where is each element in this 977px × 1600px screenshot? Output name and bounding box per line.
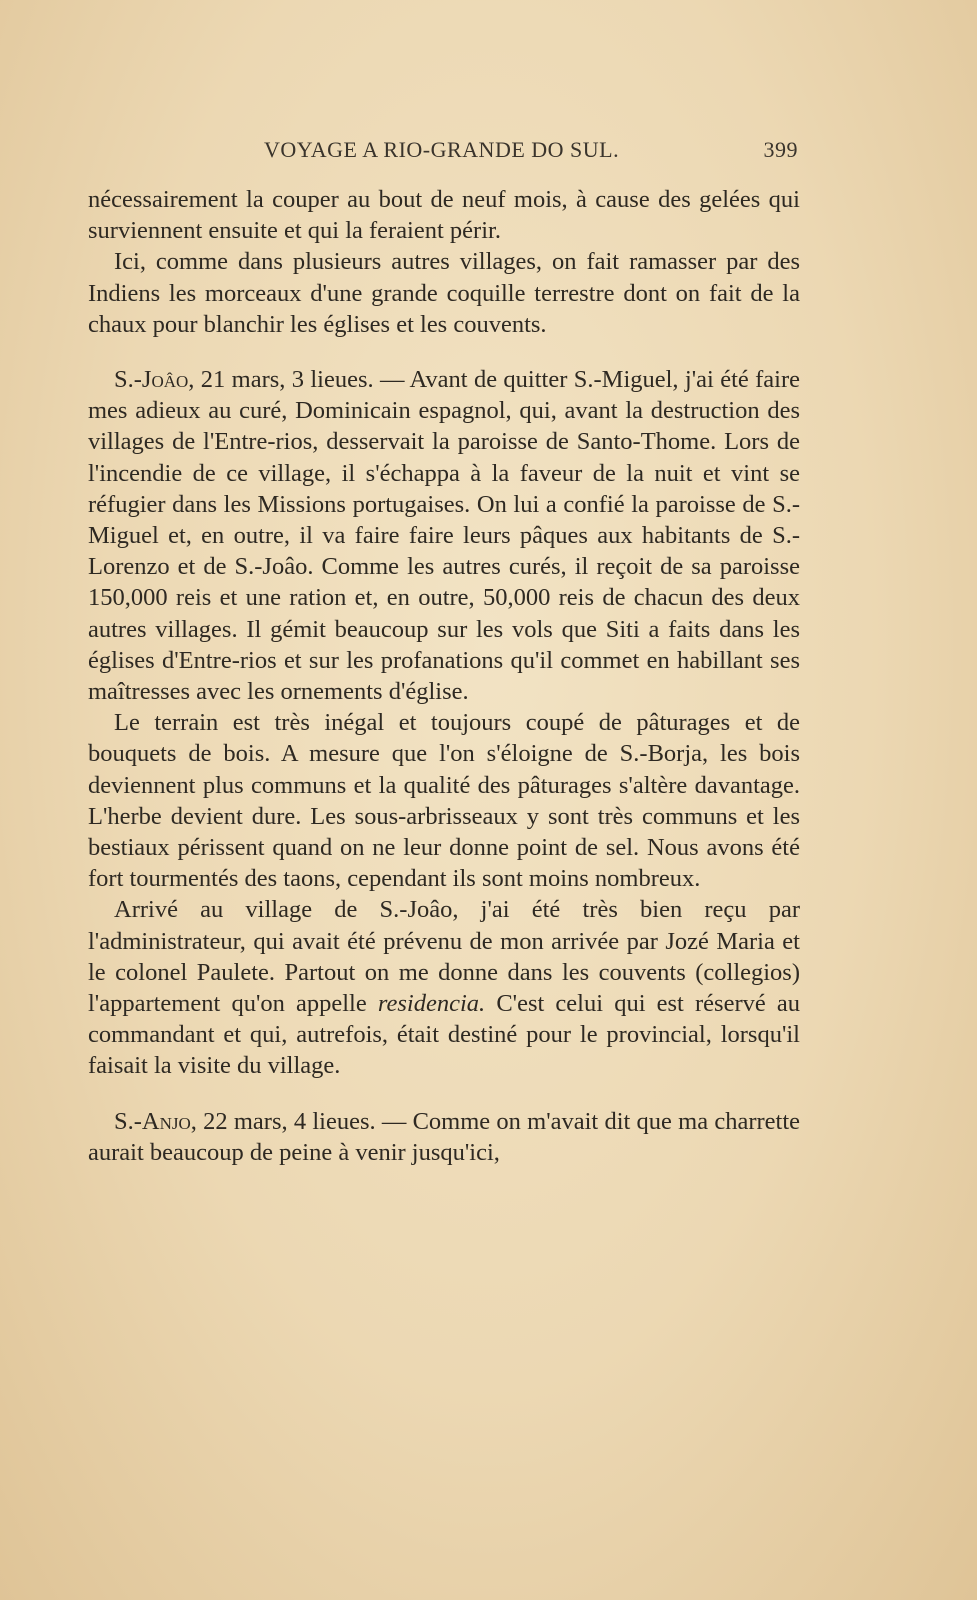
paragraph-arrive [88, 894, 800, 1081]
paragraph-text: Le terrain est très inégal et toujours coupé de pâturages et de bouquets de bois. A mesure que l'on s'éloigne de S.-Borja, les bois deviennent plus communs et la qualité des pâturages s'altère davantage. L'herbe devient dure. Les sous-arbrisseaux y sont très communs et les bestiaux périssent quand on ne leur donne point de sel. Nous avons été fort tourmentés des taons, cependant ils sont moins nombreux. [88, 709, 800, 893]
running-header [88, 137, 798, 167]
paragraph-text: Ici, comme dans plusieurs autres villages, on fait ramasser par des Indiens les morceaux d'une grande coquille terrestre dont on fait de la chaux pour blanchir les églises et les couvents. [88, 248, 800, 338]
paragraph-text: Arrivé au village de S.-Joâo, j'ai été très bien reçu par l'administrateur, qui avait été prévenu de mon arrivée par Jozé Maria et le colonel Paulete. Partout on me donne dans les couvents (collegios) l'appartement qu'on appelle [88, 896, 800, 1018]
paragraph-text: nécessairement la couper au bout de neuf mois, à cause des gelées qui surviennent ensuite et qui la feraient périr. [88, 186, 800, 245]
italic-term: residencia. [377, 990, 486, 1018]
entry-place-heading: S.-Anjo [114, 1107, 191, 1135]
entry-sao-joao [88, 364, 800, 707]
paragraph-text: , 22 mars, 4 lieues. — Comme on m'avait dit que ma charrette aurait beaucoup de peine à venir jusqu'ici, [88, 1107, 800, 1166]
entry-place-heading: S.-Joâo [114, 366, 189, 394]
paragraph-continuation [88, 184, 800, 246]
paragraph-chaux [88, 246, 800, 340]
paragraph-text: , 21 mars, 3 lieues. — Avant de quitter S.-Miguel, j'ai été faire mes adieux au curé, Dominicain espagnol, qui, avant la destruction des villages de l'Entre-rios, desservait la paroisse de Santo-Thome. Lors de l'incendie de ce village, il s'échappa à la faveur de la nuit et vint se réfugier dans les Missions portugaises. On lui a confié la paroisse de S.-Miguel et, en outre, il va faire faire leurs pâques aux habitants de S.-Lorenzo et de S.-Joâo. Comme les autres curés, il reçoit de sa paroisse 150,000 reis et une ration et, en outre, 50,000 reis de chacun des deux autres villages. Il gémit beaucoup sur les vols que Siti a faits dans les églises d'Entre-rios et sur les profanations qu'il commet en habillant ses maîtresses avec les ornements d'église. [88, 366, 800, 706]
paragraph-terrain [88, 707, 800, 894]
paragraph-text-after: C'est celui qui est réservé au commandant et qui, autrefois, était destiné pour le provincial, lorsqu'il faisait la visite du village. [88, 990, 800, 1080]
page-number: 399 [763, 137, 798, 162]
running-title: VOYAGE A RIO-GRANDE DO SUL. [264, 137, 620, 162]
body-text [88, 184, 800, 1168]
entry-sao-anjo [88, 1106, 800, 1168]
